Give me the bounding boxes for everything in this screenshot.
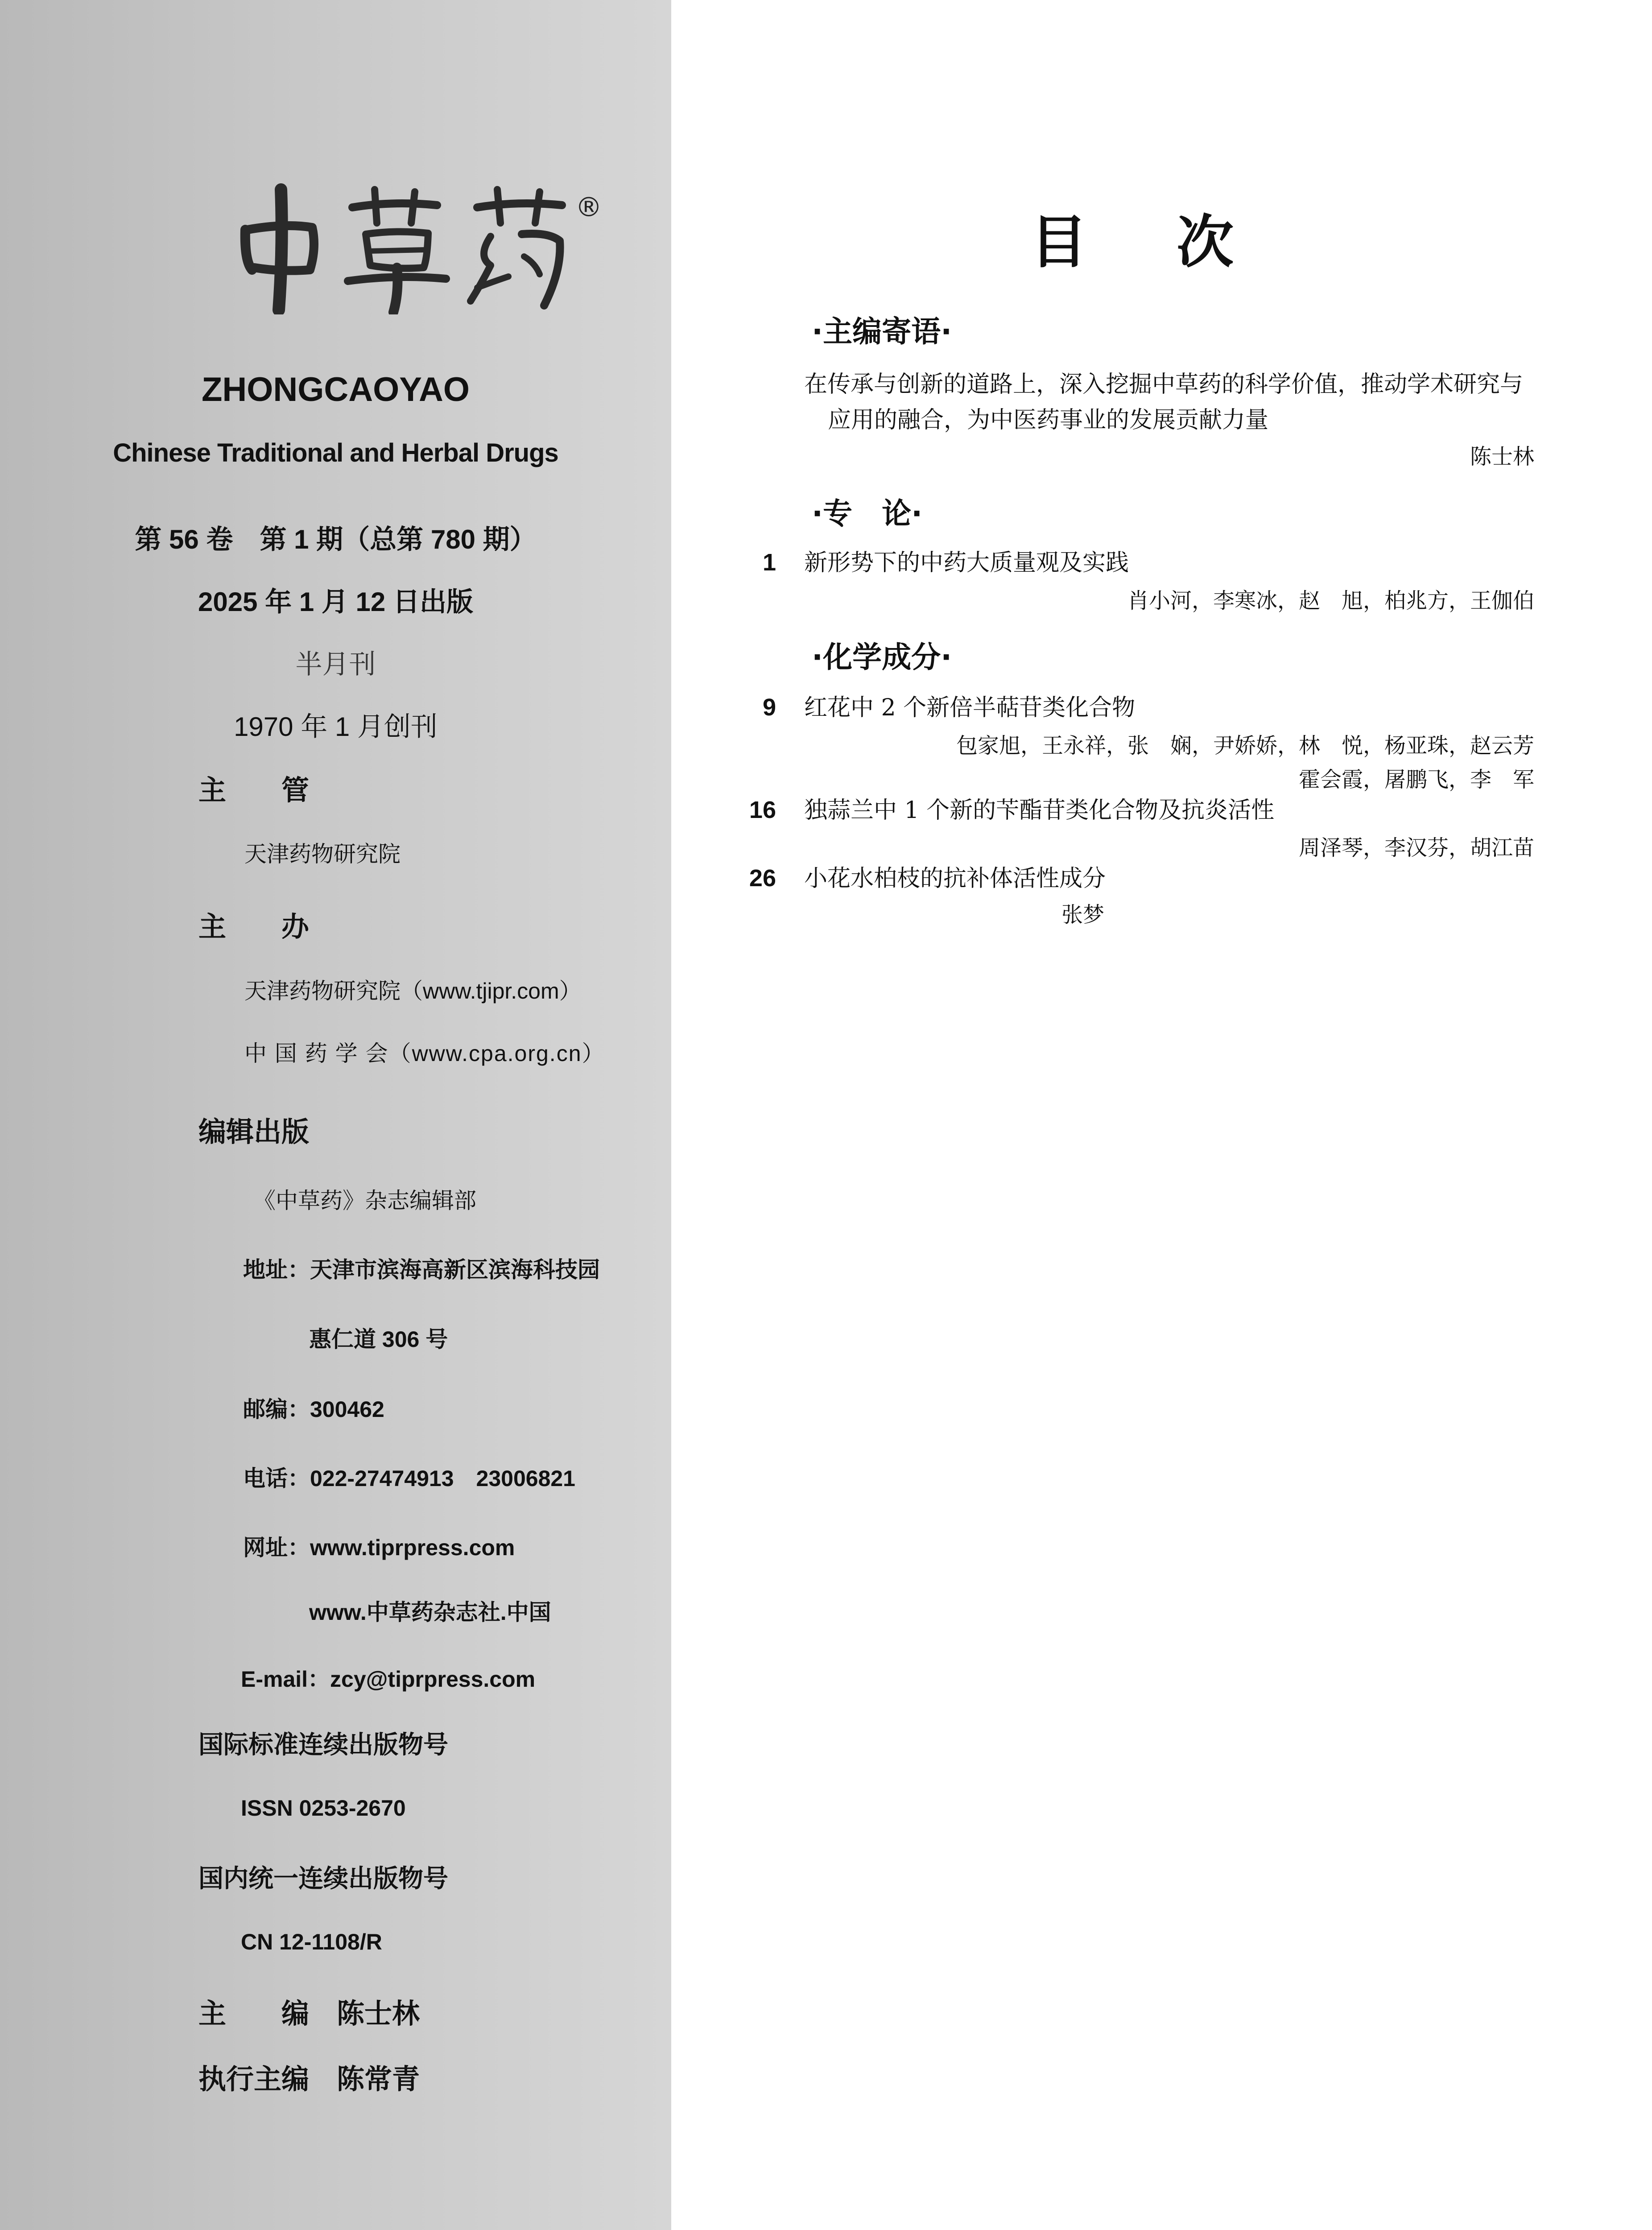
cn-number: CN 12-1108/R: [241, 1929, 382, 1954]
founded-date: 1970 年 1 月创刊: [234, 712, 438, 742]
toc-entry-authors: 陈士林: [1470, 444, 1534, 469]
executive-editor: 执行主编 陈常青: [198, 2064, 420, 2095]
website-2: www.中草药杂志社.中国: [309, 1600, 551, 1625]
registered-mark: ®: [575, 192, 602, 223]
phone: 电话：022-27474913 23006821: [243, 1466, 575, 1491]
toc-entry-authors: 周泽琴，李汉芬，胡江苗: [1298, 835, 1534, 860]
volume-issue: 第 56 卷 第 1 期（总第 780 期）: [135, 524, 537, 554]
toc-entry-title[interactable]: [804, 367, 1534, 438]
toc-section-heading: ·主编寄语·: [812, 314, 952, 349]
toc-entry-title-line: 在传承与创新的道路上，深入挖掘中草药的科学价值，推动学术研究与: [804, 371, 1524, 398]
toc-entry-authors: 张梦: [1061, 902, 1105, 927]
toc-section-heading: ·专 论·: [812, 496, 923, 531]
editor-department: 《中草药》杂志编辑部: [253, 1188, 476, 1213]
sponsor-label: 主 办: [198, 912, 310, 942]
publication-frequency: 半月刊: [295, 649, 376, 679]
masthead-sidebar: [0, 0, 671, 2230]
address-line-2: 惠仁道 306 号: [309, 1327, 448, 1352]
editor-label: 编辑出版: [198, 1117, 310, 1148]
issn: ISSN 0253-2670: [241, 1796, 406, 1821]
journal-title-en: ZHONGCAOYAO: [201, 371, 470, 409]
toc-entry-title[interactable]: 独蒜兰中 1 个新的苄酯苷类化合物及抗炎活性: [804, 797, 1275, 824]
chief-editor: 主 编 陈士林: [198, 1999, 420, 2029]
publication-date: 2025 年 1 月 12 日出版: [198, 587, 473, 617]
toc-entry-title[interactable]: 小花水柏枝的抗补体活性成分: [804, 865, 1106, 892]
postcode: 邮编：300462: [243, 1397, 384, 1422]
toc-entry-authors: 肖小河，李寒冰，赵 旭，柏兆方，王伽伯: [1127, 588, 1534, 613]
website-1: 网址：www.tiprpress.com: [243, 1535, 515, 1560]
toc-section-heading: ·化学成分·: [812, 640, 952, 674]
toc-entry-authors: 霍会霞，屠鹏飞，李 军: [1298, 767, 1534, 792]
supervisor-label: 主 管: [198, 775, 310, 806]
sponsor-2: 中 国 药 学 会（www.cpa.org.cn）: [244, 1041, 605, 1066]
toc-entry-title[interactable]: 新形势下的中药大质量观及实践: [804, 549, 1129, 576]
email: E-mail：zcy@tiprpress.com: [241, 1667, 536, 1692]
toc-page-number: 16: [749, 797, 776, 823]
issn-label: 国际标准连续出版物号: [198, 1730, 448, 1759]
toc-page-number: 9: [762, 694, 776, 721]
toc-entry-title-line: 应用的融合，为中医药事业的发展贡献力量: [828, 407, 1269, 434]
address-line-1: 地址：天津市滨海高新区滨海科技园: [243, 1257, 600, 1282]
toc-page-number: 1: [762, 549, 776, 576]
toc-entry-title[interactable]: 红花中 2 个新倍半萜苷类化合物: [804, 694, 1136, 721]
sponsor-1: 天津药物研究院（www.tjipr.com）: [244, 979, 582, 1004]
supervisor: 天津药物研究院: [244, 842, 401, 867]
toc-page-number: 26: [749, 865, 776, 892]
journal-subtitle-en: Chinese Traditional and Herbal Drugs: [113, 438, 558, 467]
toc-title: 目次: [1030, 209, 1323, 276]
toc-entry-authors: 包家旭，王永祥，张 娴，尹娇娇，林 悦，杨亚珠，赵云芳: [956, 733, 1534, 758]
cn-label: 国内统一连续出版物号: [198, 1864, 448, 1892]
journal-logo: [227, 181, 575, 314]
